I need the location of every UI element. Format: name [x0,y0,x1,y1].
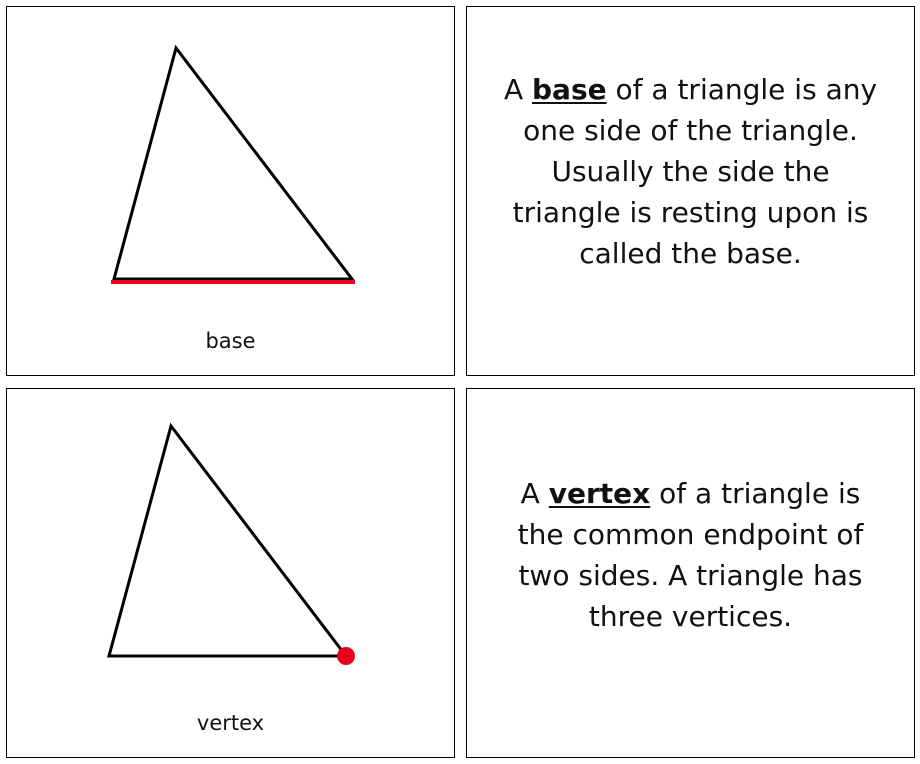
base-picture-card [6,6,455,376]
base-definition-card [466,6,915,376]
definition-prefix: A [503,73,524,106]
vertex-picture-card [6,388,455,758]
definition-prefix: A [520,477,540,510]
definition-body: of a triangle is any one side of the triangle. Usually the side the triangle is resting upon is called the base. [512,73,878,270]
base-caption: base [205,329,256,353]
vertex-caption: vertex [196,711,265,735]
definition-term: base [532,73,607,106]
base-definition-text [497,69,884,274]
triangle-outline [114,48,352,279]
definition-body: of a triangle is the common endpoint of two sides. A triangle has three vertices. [517,477,864,633]
vertex-triangle-figure [7,389,454,757]
definition-term: vertex [548,477,651,510]
vertex-definition-card [466,388,915,758]
triangle-outline [109,426,346,656]
base-triangle-figure [7,7,454,375]
vertex-highlight-dot [337,647,355,665]
vertex-definition-text [497,473,884,637]
